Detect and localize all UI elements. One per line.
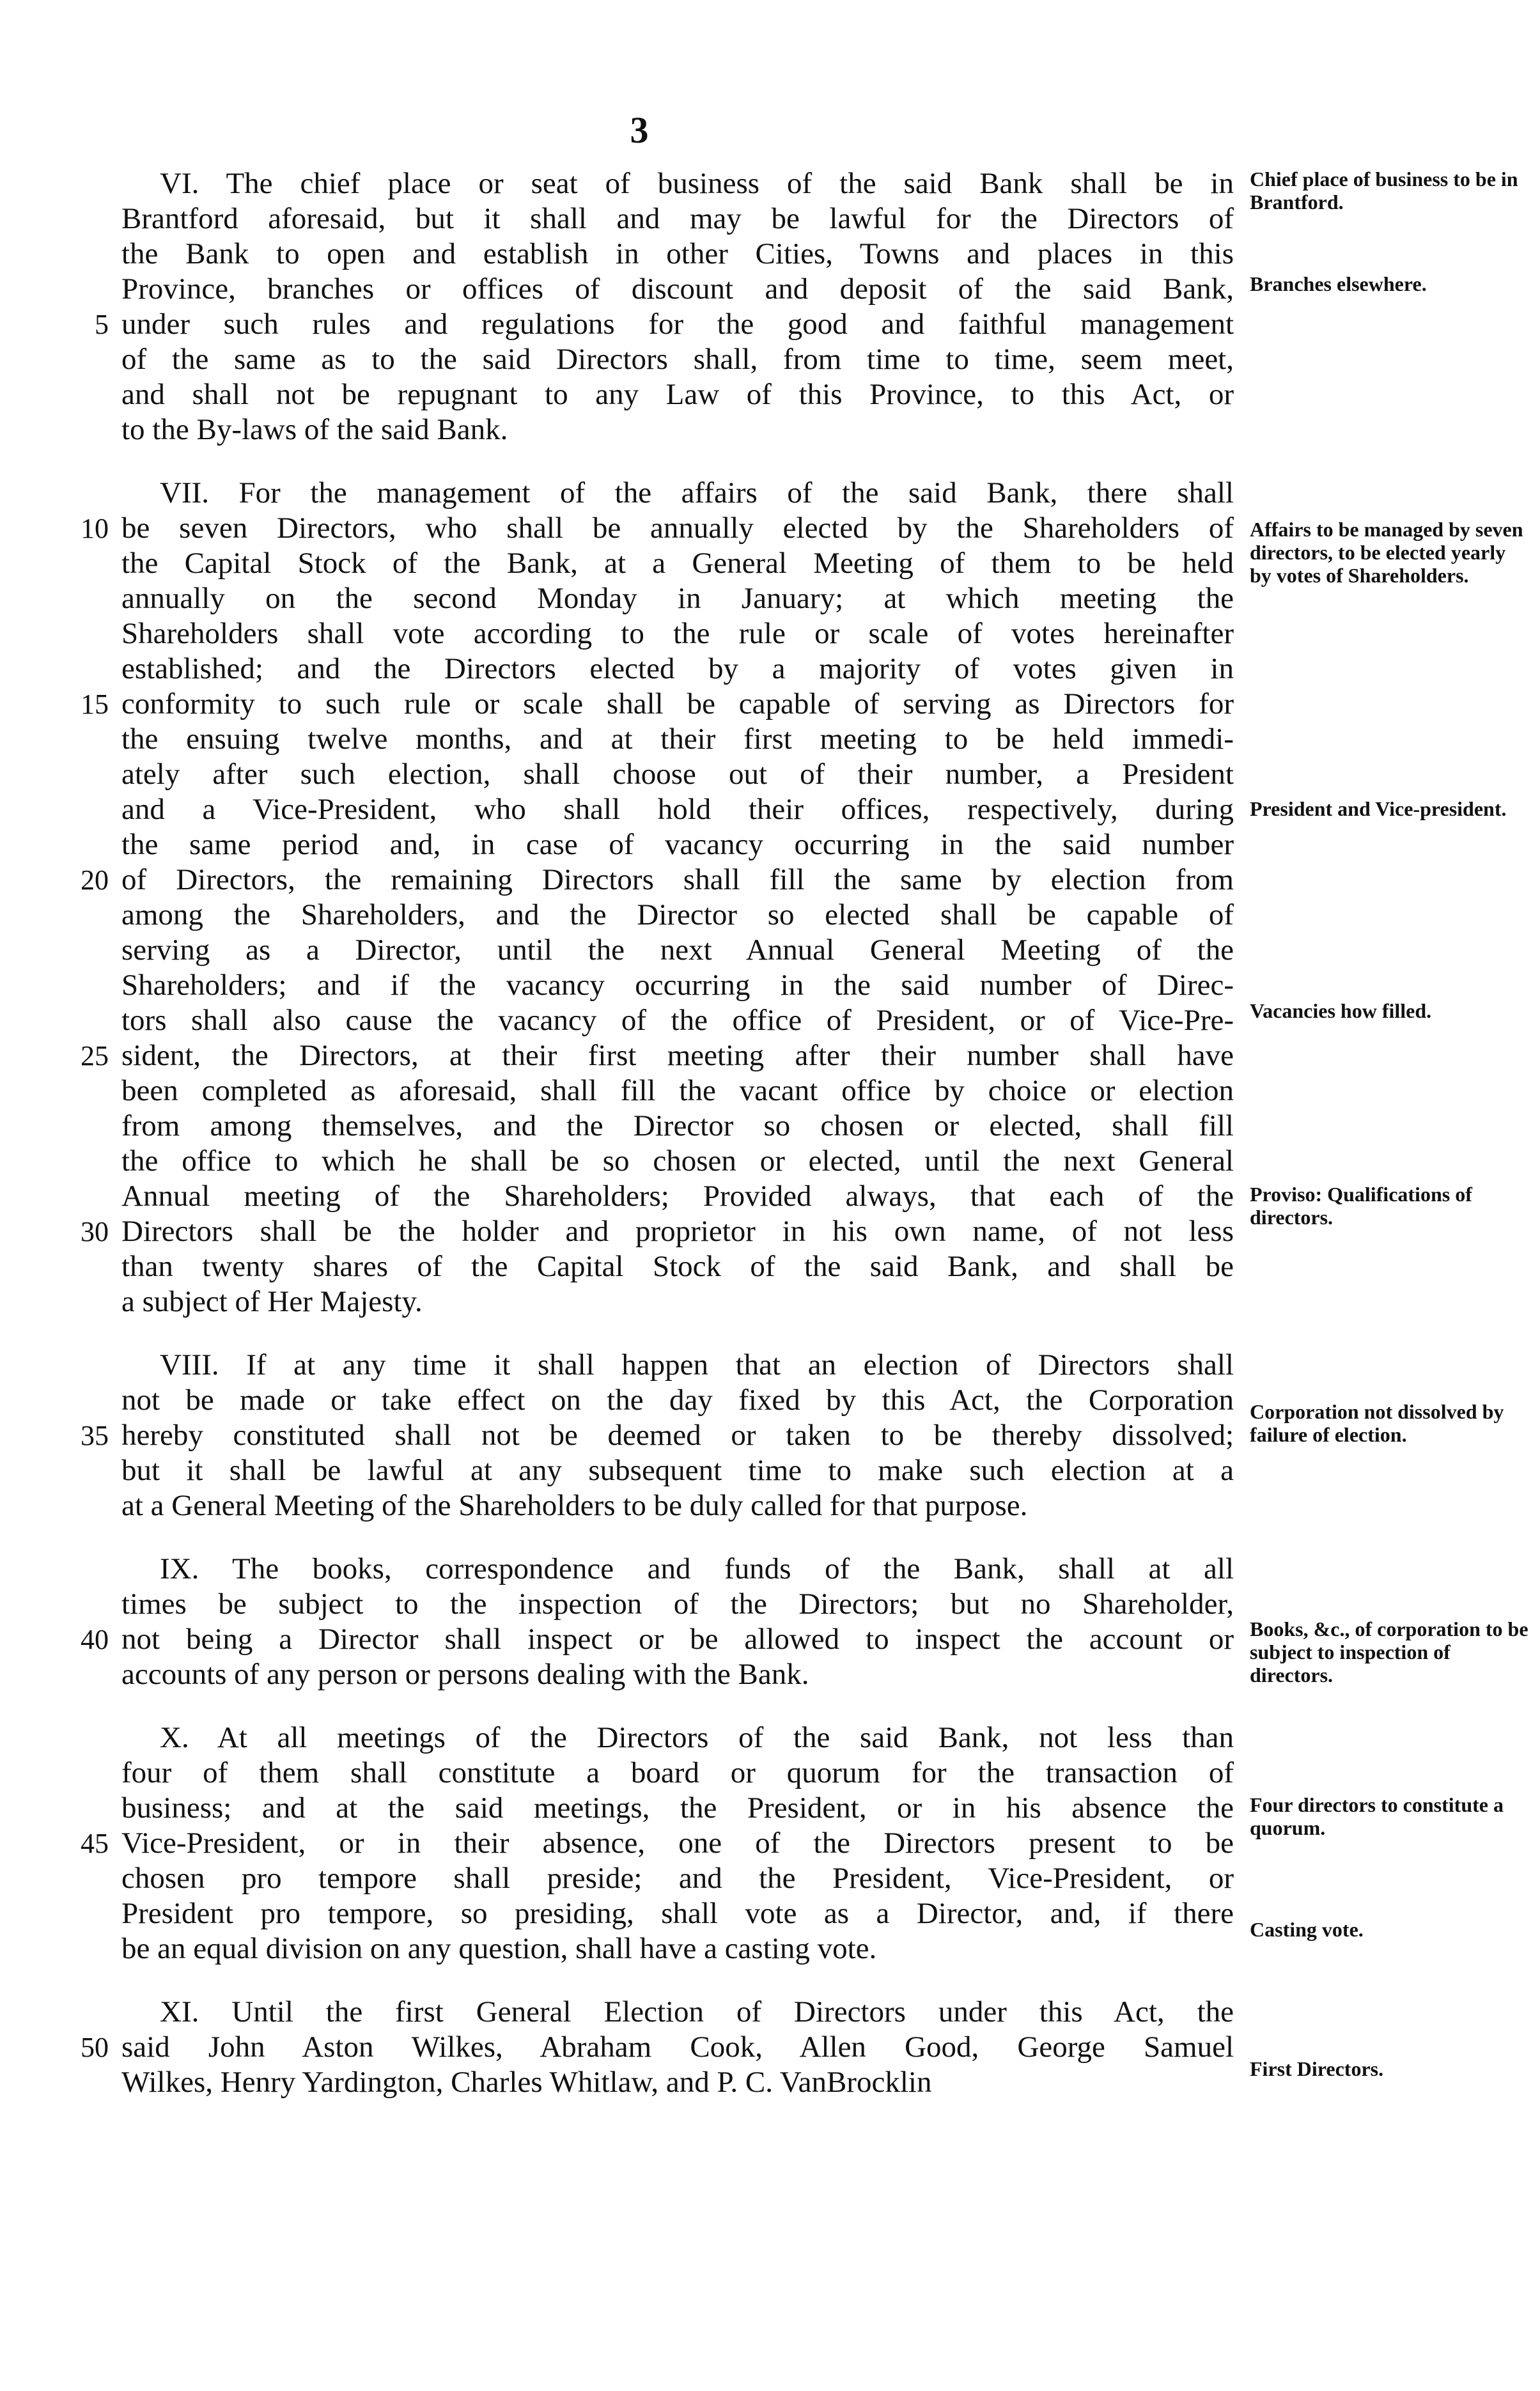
text-line <box>121 476 1234 511</box>
text-line <box>121 1144 1234 1179</box>
text-line <box>121 201 1234 237</box>
line-text: sident, the Directors, at their first meeting after their number shall have <box>121 1039 1234 1072</box>
line-text: X. At all meetings of the Directors of the said Bank, not less than <box>160 1721 1234 1754</box>
text-line <box>121 237 1234 272</box>
text-line <box>121 968 1234 1003</box>
text-line <box>121 1073 1234 1109</box>
line-text: business; and at the said meetings, the President, or in his absence the <box>121 1791 1234 1825</box>
text-line <box>81 687 1234 722</box>
line-text: than twenty shares of the Capital Stock of the said Bank, and shall be <box>121 1250 1234 1283</box>
line-text: annually on the second Monday in January; at which meeting the <box>121 582 1234 615</box>
line-number: 45 <box>81 1828 109 1859</box>
line-text: accounts of any person or persons dealing with the Bank. <box>121 1658 809 1691</box>
text-line <box>121 651 1234 687</box>
line-text: among the Shareholders, and the Director so elected shall be capable of <box>121 898 1234 931</box>
text-line <box>121 1003 1234 1038</box>
line-text: conformity to such rule or scale shall be capable of serving as Directors for <box>121 687 1234 720</box>
line-text: from among themselves, and the Director so chosen or elected, shall fill <box>121 1109 1234 1142</box>
line-text: Shareholders shall vote according to the rule or scale of votes hereinafter <box>121 617 1234 650</box>
text-line <box>121 1995 1234 2030</box>
line-number: 40 <box>81 1624 109 1655</box>
text-line <box>121 546 1234 581</box>
line-text: chosen pro tempore shall preside; and the President, Vice-President, or <box>121 1862 1234 1895</box>
margin-note: Chief place of business to be in Brantford. <box>1250 167 1518 214</box>
line-text: VI. The chief place or seat of business of the said Bank shall be in <box>160 167 1234 200</box>
line-text: a subject of Her Majesty. <box>121 1285 423 1318</box>
line-text: to the By-laws of the said Bank. <box>121 413 508 446</box>
text-line <box>121 1720 1234 1756</box>
margin-note: Affairs to be managed by seven directors, to be elected yearly by votes of Shareholders. <box>1250 518 1523 587</box>
page-number: 3 <box>630 109 649 151</box>
line-number: 30 <box>81 1216 109 1247</box>
text-line <box>121 581 1234 616</box>
margin-note: Vacancies how filled. <box>1250 999 1432 1022</box>
text-line <box>121 1249 1234 1284</box>
line-text: serving as a Director, until the next Annual General Meeting of the <box>121 933 1234 967</box>
line-text: four of them shall constitute a board or quorum for the transaction of <box>121 1756 1234 1789</box>
line-text: President pro tempore, so presiding, shall vote as a Director, and, if there <box>121 1897 1234 1930</box>
margin-note: First Directors. <box>1250 2057 1384 2080</box>
line-text: Wilkes, Henry Yardington, Charles Whitlaw, and P. C. VanBrocklin <box>121 2066 932 2099</box>
line-text: Annual meeting of the Shareholders; Provided always, that each of the <box>121 1180 1234 1213</box>
text-line <box>81 1038 1234 1073</box>
text-line <box>121 2065 1234 2100</box>
text-line <box>81 1418 1234 1453</box>
line-text: the Capital Stock of the Bank, at a General Meeting of them to be held <box>121 547 1234 580</box>
text-line <box>121 1552 1234 1587</box>
text-line <box>121 1488 1234 1523</box>
line-text: been completed as aforesaid, shall fill the vacant office by choice or election <box>121 1074 1234 1107</box>
line-text: of Directors, the remaining Directors shall fill the same by election from <box>121 863 1234 896</box>
text-line <box>81 1214 1234 1249</box>
line-number: 50 <box>81 2032 109 2063</box>
text-line <box>81 2030 1234 2065</box>
line-text: the same period and, in case of vacancy occurring in the said number <box>121 828 1234 861</box>
margin-note: Four directors to constitute a quorum. <box>1250 1793 1504 1839</box>
text-line <box>121 1861 1234 1896</box>
line-text: established; and the Directors elected by a majority of votes given in <box>121 652 1234 685</box>
text-line <box>121 412 1234 448</box>
line-text: at a General Meeting of the Shareholders to be duly called for that purpose. <box>121 1489 1028 1522</box>
section-gap <box>121 1320 1234 1348</box>
line-text: VIII. If at any time it shall happen that an election of Directors shall <box>160 1348 1234 1382</box>
text-line <box>121 166 1234 201</box>
line-text: Brantford aforesaid, but it shall and may be lawful for the Directors of <box>121 202 1234 235</box>
text-line <box>121 722 1234 757</box>
text-line <box>81 1826 1234 1861</box>
text-line <box>121 1587 1234 1622</box>
line-number: 5 <box>95 309 109 340</box>
text-line <box>121 377 1234 412</box>
line-text: of the same as to the said Directors shall, from time to time, seem meet, <box>121 343 1234 376</box>
line-number: 25 <box>81 1040 109 1071</box>
text-line <box>121 1791 1234 1826</box>
line-text: the Bank to open and establish in other Cities, Towns and places in this <box>121 237 1234 270</box>
section-gap <box>121 1523 1234 1552</box>
line-number: 20 <box>81 864 109 896</box>
section-gap <box>121 1967 1234 1995</box>
line-text: not being a Director shall inspect or be allowed to inspect the account or <box>121 1623 1234 1656</box>
text-line <box>121 1284 1234 1320</box>
line-text: Province, branches or offices of discount and deposit of the said Bank, <box>121 272 1234 306</box>
line-text: Directors shall be the holder and proprietor in his own name, of not less <box>121 1215 1234 1248</box>
text-line <box>121 272 1234 307</box>
text-line <box>81 511 1234 546</box>
margin-note: President and Vice-president. <box>1250 797 1507 820</box>
text-line <box>121 1453 1234 1488</box>
margin-note: Casting vote. <box>1250 1918 1364 1941</box>
text-line <box>121 757 1234 792</box>
text-line <box>95 307 1234 342</box>
line-number: 10 <box>81 513 109 544</box>
margin-note: Corporation not dissolved by failure of election. <box>1250 1400 1504 1446</box>
margin-note: Proviso: Qualifications of directors. <box>1250 1183 1472 1229</box>
text-line <box>121 1896 1234 1931</box>
text-line <box>121 342 1234 377</box>
margin-note: Books, &c., of corporation to be subject to inspection of directors. <box>1250 1617 1528 1686</box>
text-line <box>121 1756 1234 1791</box>
line-text: XI. Until the first General Election of Directors under this Act, the <box>160 1995 1234 2029</box>
line-text: and shall not be repugnant to any Law of this Province, to this Act, or <box>121 378 1234 411</box>
line-text: ately after such election, shall choose out of their number, a President <box>121 758 1234 791</box>
line-text: said John Aston Wilkes, Abraham Cook, Allen Good, George Samuel <box>121 2030 1234 2064</box>
line-text: under such rules and regulations for the good and faithful management <box>121 308 1234 341</box>
line-text: be seven Directors, who shall be annually elected by the Shareholders of <box>121 511 1234 545</box>
section-gap <box>121 448 1234 476</box>
line-text: and a Vice-President, who shall hold their offices, respectively, during <box>121 793 1234 826</box>
text-line <box>81 862 1234 898</box>
statute-text <box>81 166 1234 2100</box>
line-number: 15 <box>81 689 109 720</box>
line-text: Vice-President, or in their absence, one of the Directors present to be <box>121 1826 1234 1860</box>
line-text: Shareholders; and if the vacancy occurring in the said number of Direc- <box>121 969 1234 1002</box>
text-line <box>121 827 1234 862</box>
text-line <box>81 1622 1234 1657</box>
line-number: 35 <box>81 1420 109 1451</box>
text-line <box>121 616 1234 651</box>
text-line <box>121 1109 1234 1144</box>
line-text: be an equal division on any question, shall have a casting vote. <box>121 1932 877 1965</box>
line-text: VII. For the management of the affairs of the said Bank, there shall <box>160 476 1234 510</box>
line-text: the ensuing twelve months, and at their first meeting to be held immedi- <box>121 722 1234 756</box>
text-line <box>121 898 1234 933</box>
line-text: the office to which he shall be so chosen or elected, until the next General <box>121 1144 1234 1178</box>
text-line <box>121 1383 1234 1418</box>
section-gap <box>121 1692 1234 1720</box>
text-line <box>121 792 1234 827</box>
text-line <box>121 1657 1234 1692</box>
line-text: IX. The books, correspondence and funds of the Bank, shall at all <box>160 1552 1234 1585</box>
line-text: hereby constituted shall not be deemed or taken to be thereby dissolved; <box>121 1419 1234 1452</box>
text-line <box>121 1348 1234 1383</box>
text-line <box>121 1931 1234 1967</box>
line-text: but it shall be lawful at any subsequent time to make such election at a <box>121 1454 1234 1487</box>
margin-note: Branches elsewhere. <box>1250 272 1427 295</box>
line-text: times be subject to the inspection of the Directors; but no Shareholder, <box>121 1587 1234 1621</box>
text-line <box>121 1179 1234 1214</box>
line-text: tors shall also cause the vacancy of the office of President, or of Vice-Pre- <box>121 1004 1234 1037</box>
text-line <box>121 933 1234 968</box>
line-text: not be made or take effect on the day fixed by this Act, the Corporation <box>121 1383 1234 1417</box>
